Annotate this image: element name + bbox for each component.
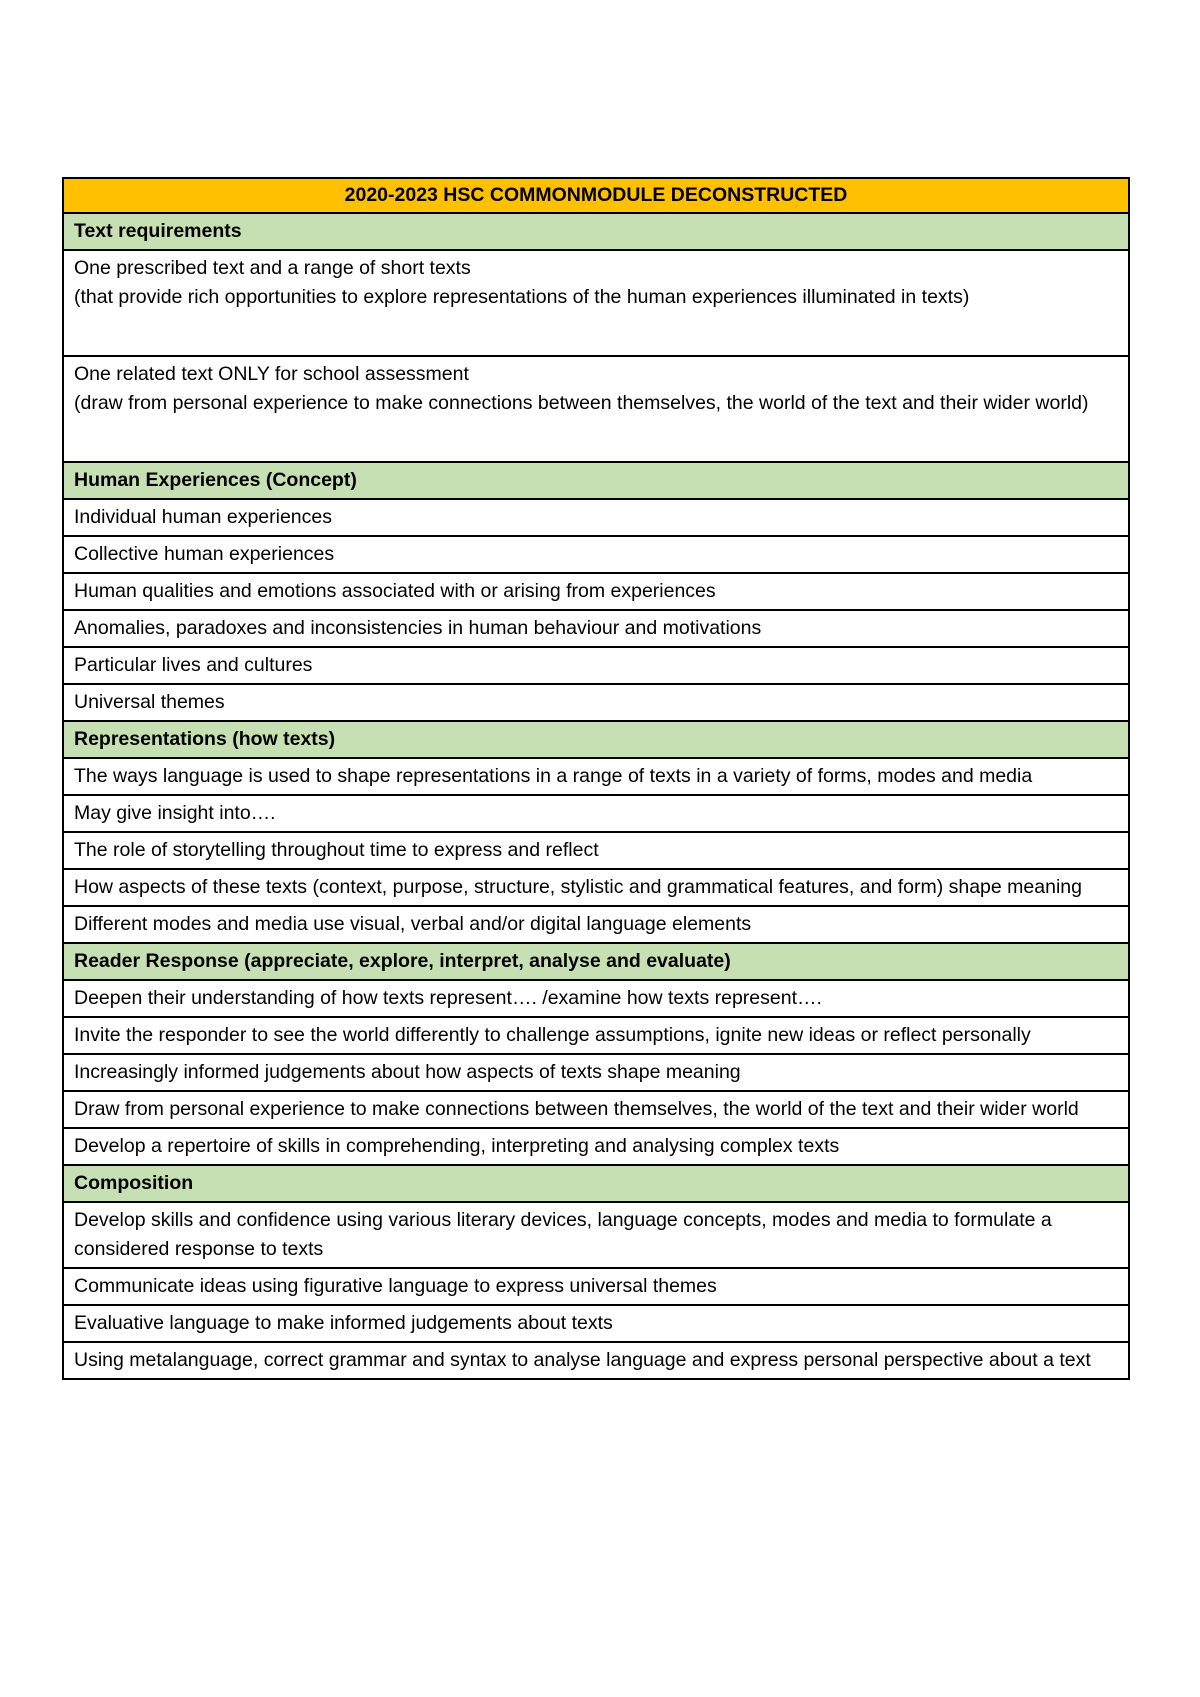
table-row	[63, 1017, 1129, 1054]
table-cell: Universal themes	[63, 684, 1129, 721]
table-cell: The role of storytelling throughout time to express and reflect	[63, 832, 1129, 869]
table-row	[63, 573, 1129, 610]
table-cell: Invite the responder to see the world differently to challenge assumptions, ignite new ideas or reflect personally	[63, 1017, 1129, 1054]
table-cell: Develop skills and confidence using various literary devices, language concepts, modes and media to formulate a considered response to texts	[63, 1202, 1129, 1268]
table-cell: Anomalies, paradoxes and inconsistencies in human behaviour and motivations	[63, 610, 1129, 647]
table-cell: Individual human experiences	[63, 499, 1129, 536]
table-cell: Using metalanguage, correct grammar and syntax to analyse language and express personal perspective about a text	[63, 1342, 1129, 1379]
table-row	[63, 832, 1129, 869]
table-row	[63, 980, 1129, 1017]
section-header-row	[63, 462, 1129, 499]
section-heading: Representations (how texts)	[63, 721, 1129, 758]
section-heading: Reader Response (appreciate, explore, interpret, analyse and evaluate)	[63, 943, 1129, 980]
table-row	[63, 906, 1129, 943]
section-heading: Human Experiences (Concept)	[63, 462, 1129, 499]
cell-line: (draw from personal experience to make connections between themselves, the world of the text and their wider world)	[74, 392, 1089, 414]
cell-line: (that provide rich opportunities to explore representations of the human experiences illuminated in texts)	[74, 286, 970, 308]
table-row	[63, 499, 1129, 536]
table-cell: May give insight into….	[63, 795, 1129, 832]
section-heading: Composition	[63, 1165, 1129, 1202]
table-row	[63, 610, 1129, 647]
table-cell: The ways language is used to shape representations in a range of texts in a variety of forms, modes and media	[63, 758, 1129, 795]
section-header-row	[63, 1165, 1129, 1202]
section-header-row	[63, 213, 1129, 250]
table-cell: Communicate ideas using figurative language to express universal themes	[63, 1268, 1129, 1305]
table-title: 2020-2023 HSC COMMONMODULE DECONSTRUCTED	[63, 178, 1129, 213]
section-header-row	[63, 943, 1129, 980]
module-table	[62, 177, 1130, 1380]
table-cell: How aspects of these texts (context, purpose, structure, stylistic and grammatical features, and form) shape meaning	[63, 869, 1129, 906]
table-row	[63, 1268, 1129, 1305]
table-cell: Evaluative language to make informed judgements about texts	[63, 1305, 1129, 1342]
table-title-row	[63, 178, 1129, 213]
table-row	[63, 647, 1129, 684]
table-row	[63, 1202, 1129, 1268]
table-row	[63, 1054, 1129, 1091]
table-row	[63, 869, 1129, 906]
table-row	[63, 684, 1129, 721]
table-cell: Develop a repertoire of skills in comprehending, interpreting and analysing complex texts	[63, 1128, 1129, 1165]
table-cell	[63, 356, 1129, 462]
section-heading: Text requirements	[63, 213, 1129, 250]
table-row	[63, 1128, 1129, 1165]
table-row	[63, 536, 1129, 573]
table-cell: Increasingly informed judgements about how aspects of texts shape meaning	[63, 1054, 1129, 1091]
table-cell: Particular lives and cultures	[63, 647, 1129, 684]
table-row	[63, 1342, 1129, 1379]
table-row	[63, 758, 1129, 795]
table-cell: Collective human experiences	[63, 536, 1129, 573]
table-cell: Deepen their understanding of how texts represent…. /examine how texts represent….	[63, 980, 1129, 1017]
table-cell	[63, 250, 1129, 356]
table-cell: Different modes and media use visual, verbal and/or digital language elements	[63, 906, 1129, 943]
table-cell: Draw from personal experience to make connections between themselves, the world of the text and their wider world	[63, 1091, 1129, 1128]
table-row	[63, 795, 1129, 832]
table-row	[63, 1305, 1129, 1342]
table-row	[63, 1091, 1129, 1128]
cell-line: One prescribed text and a range of short texts	[74, 257, 471, 279]
table-cell: Human qualities and emotions associated with or arising from experiences	[63, 573, 1129, 610]
cell-line: One related text ONLY for school assessment	[74, 363, 469, 385]
section-header-row	[63, 721, 1129, 758]
table-row	[63, 356, 1129, 462]
table-row	[63, 250, 1129, 356]
